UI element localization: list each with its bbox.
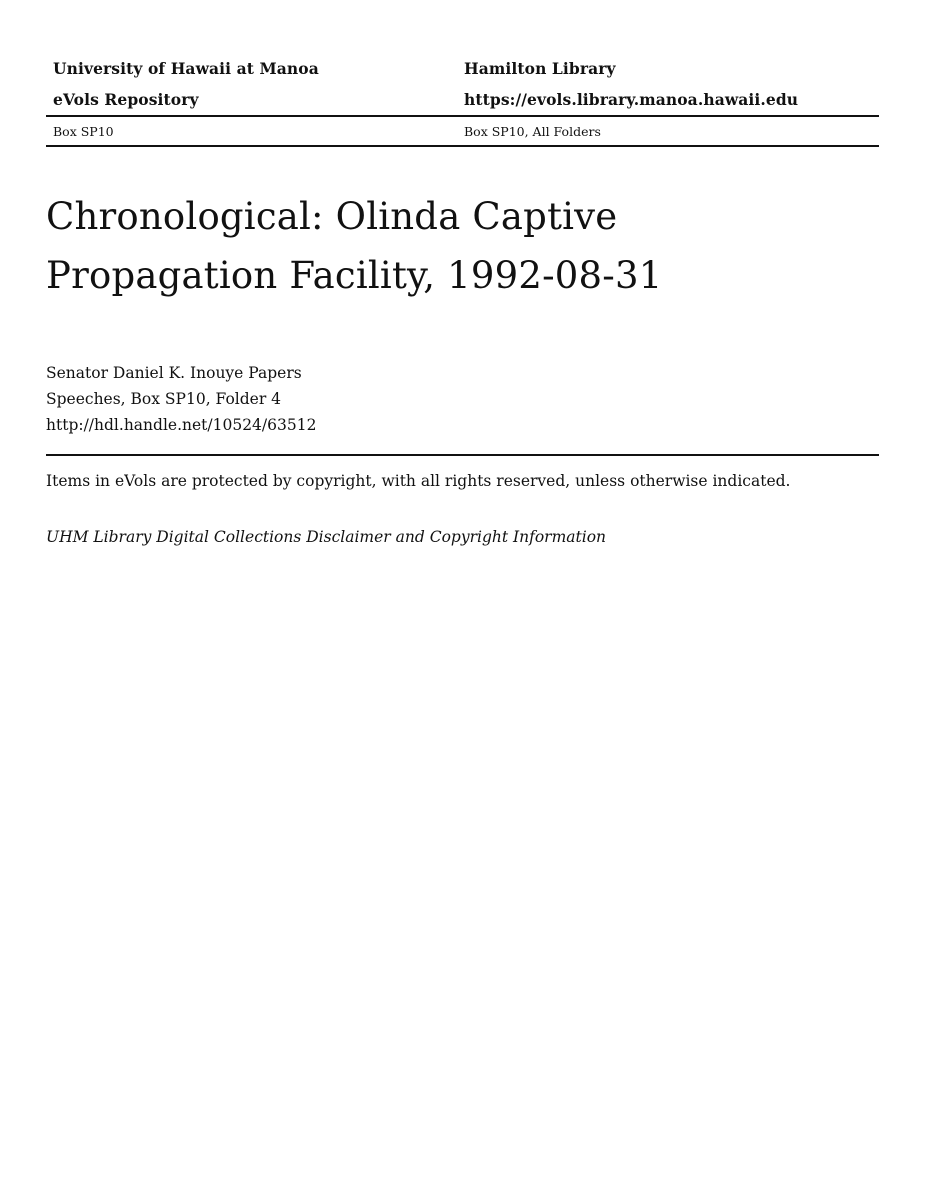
- header-table: [46, 53, 879, 147]
- box-folders-label: Box SP10, All Folders: [464, 123, 601, 139]
- header-divider-bottom: [46, 145, 879, 147]
- disclaimer-link[interactable]: UHM Library Digital Collections Disclaimer and Copyright Information: [46, 528, 607, 546]
- handle-link[interactable]: http://hdl.handle.net/10524/63512: [46, 416, 317, 434]
- rights-statement: Items in eVols are protected by copyright, with all rights reserved, unless otherwise indicated.: [46, 472, 791, 490]
- repository-name: eVols Repository: [53, 90, 199, 109]
- box-label: Box SP10: [53, 123, 114, 139]
- institution-name: University of Hawaii at Manoa: [53, 59, 319, 78]
- header-row-repository: [46, 84, 879, 115]
- folder-location: Speeches, Box SP10, Folder 4: [46, 390, 282, 408]
- repository-url[interactable]: https://evols.library.manoa.hawaii.edu: [464, 90, 799, 109]
- document-metadata: [46, 360, 316, 438]
- document-title: Chronological: Olinda Captive Propagation Facility, 1992-08-31: [46, 195, 663, 297]
- header-row-box: [46, 117, 879, 145]
- content-divider: [46, 454, 879, 456]
- library-name: Hamilton Library: [464, 59, 616, 78]
- header-row-institution: [46, 53, 879, 84]
- collection-name: Senator Daniel K. Inouye Papers: [46, 364, 302, 382]
